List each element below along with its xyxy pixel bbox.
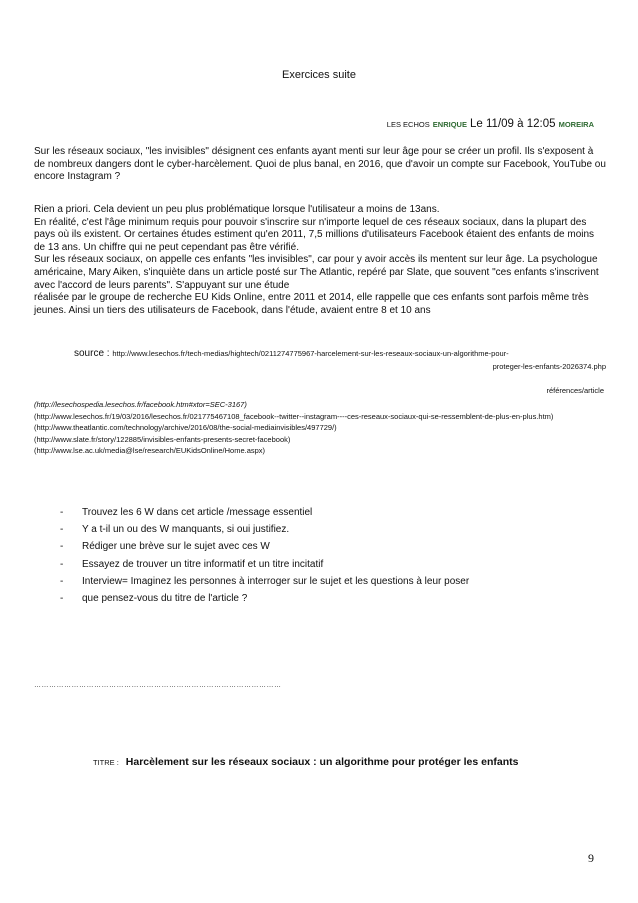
source-label: source : (74, 348, 110, 359)
article-text: En réalité, c'est l'âge minimum requis pour pouvoir s'inscrire sur n'importe lequel de ces réseaux sociaux, dans la plupart des pays où ils existent. Or certaines études estiment qu'en 2011, 7,5 millions d'utilisateurs Facebook étaient des enfants de moins de 13 ans. Un chiffre qui ne peut cependant pas être vérifié. (34, 216, 595, 253)
page-title: Exercices suite (282, 69, 356, 81)
reference-link[interactable]: (http://www.lesechos.fr/19/03/2016/lesechos.fr/021775467108_facebook--twitter--instagram----ces-reseaux-sociaux-qui-se-ressemblent-de-plus-en-plus.htm) (34, 411, 554, 421)
titre-text: Harcèlement sur les réseaux sociaux : un algorithme pour protéger les enfants (125, 756, 519, 768)
list-item: - que pensez-vous du titre de l'article ? (58, 590, 598, 607)
byline-source: LES ECHOS (386, 120, 430, 129)
byline-author-first: ENRIQUE (432, 120, 467, 129)
list-item: - Rédiger une brève sur le sujet avec ces W (58, 538, 598, 555)
source-url-line-1[interactable]: http://www.lesechos.fr/tech-medias/hightech/0211274775967-harcelement-sur-les-reseaux-sociaux-un-algorithme-pour- (112, 349, 509, 358)
dotted-separator: ……………………………………………………………………………………… (34, 682, 282, 689)
titre-label: TITRE : (93, 758, 119, 767)
byline-author-last: MOREIRA (558, 120, 594, 129)
references-label: références/article (546, 386, 604, 395)
list-item: - Essayez de trouver un titre informatif et un titre incitatif (58, 556, 598, 573)
byline-date-time: Le 11/09 à 12:05 (470, 118, 556, 130)
reference-link[interactable]: (http://lesechospedia.lesechos.fr/facebook.htm#xtor=SEC-3167) (34, 400, 247, 409)
article-text: Rien a priori. Cela devient un peu plus problématique lorsque l'utilisateur a moins de 13ans. (34, 204, 440, 215)
article-text: Sur les réseaux sociaux, on appelle ces enfants "les invisibles", car pour y avoir accès ils mentent sur leur âge. La psychologue américaine, Mary Aiken, s'inquiète dans un article posté sur The Atlantic, repéré par Slate, que souvent "ces enfants s'inscrivent avec l'accord de leurs parents". S'appuyant sur une étude (34, 254, 599, 291)
exercise-list (58, 504, 598, 607)
list-item: - Trouvez les 6 W dans cet article /message essentiel (58, 504, 598, 521)
article-text: réalisée par le groupe de recherche EU Kids Online, entre 2011 et 2014, elle rappelle que ces enfants sont parfois même très jeunes. Ainsi un tiers des utilisateurs de Facebook, dans l'étude, avaient entre 8 et 10 ans (34, 292, 589, 316)
reference-link[interactable]: (http://www.slate.fr/story/122885/invisibles-enfants-presents-secret-facebook) (34, 434, 291, 444)
source-block (34, 348, 606, 373)
reference-link[interactable]: (http://www.theatlantic.com/technology/archive/2016/08/the-social-mediainvisibles/497729/) (34, 423, 337, 432)
list-item: - Y a t-il un ou des W manquants, si oui justifiez. (58, 521, 598, 538)
article-title-line (93, 756, 518, 768)
reference-link[interactable]: (http://www.lse.ac.uk/media@lse/research/EUKidsOnline/Home.aspx) (34, 446, 266, 455)
article-text: Sur les réseaux sociaux, "les invisibles" désignent ces enfants ayant menti sur leur âge pour se créer un profil. Ils s'exposent à de nombreux dangers dont le cyber-harcèlement. Quoi de plus banal, en 2016, que d'avoir un compte sur Facebook, YouTube ou encore Instagram ? (34, 146, 606, 183)
article-paragraph-1 (34, 146, 606, 184)
list-item: - Interview= Imaginez les personnes à interroger sur le sujet et les questions à leur poser (58, 573, 598, 590)
article-body (34, 204, 606, 317)
source-url-line-2[interactable]: proteger-les-enfants-2026374.php (492, 361, 606, 371)
page-number: 9 (588, 851, 594, 865)
references-list (34, 399, 606, 457)
article-byline (387, 118, 594, 130)
